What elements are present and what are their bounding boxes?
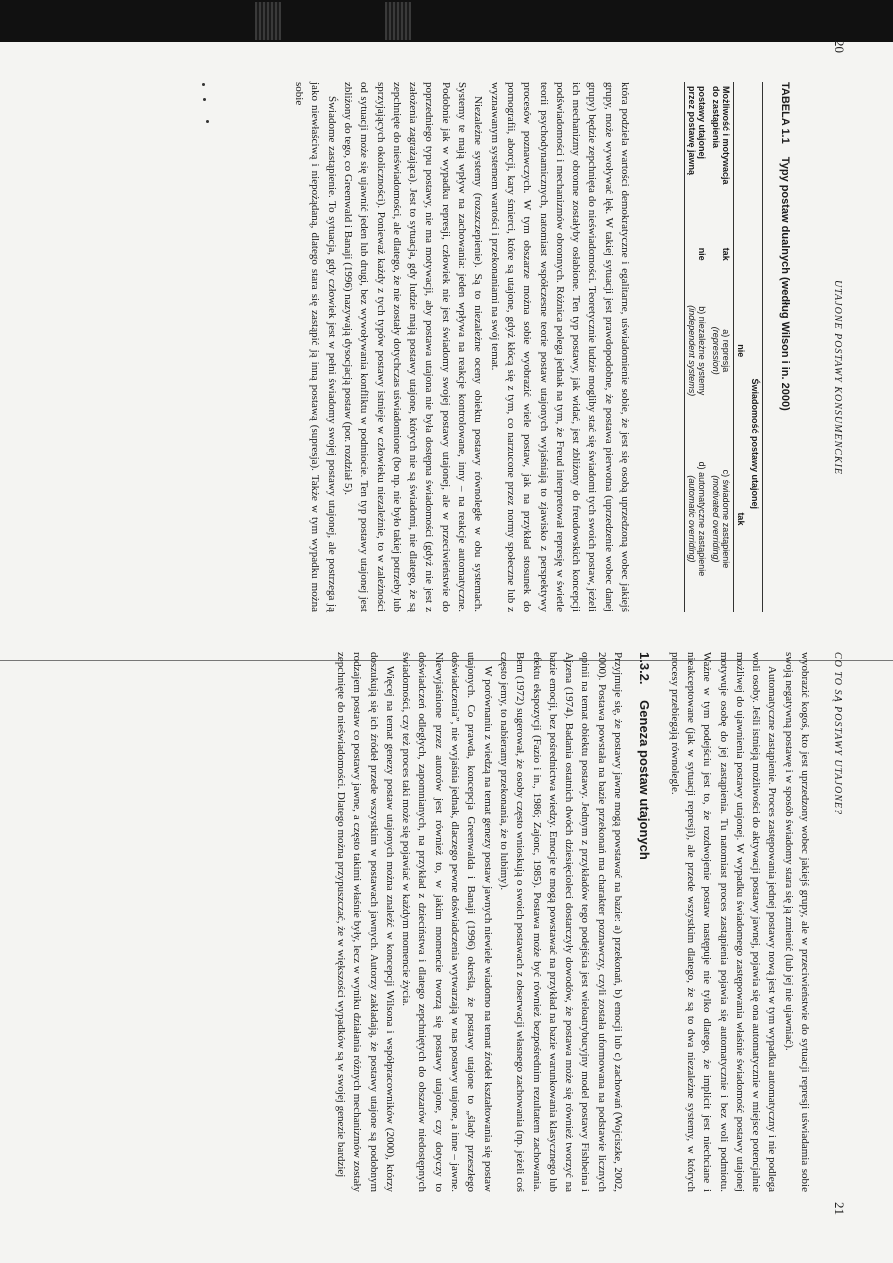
section-title: Geneza postaw utajonych — [637, 700, 653, 860]
section-number: 1.3.2. — [637, 652, 653, 685]
page-number: 21 — [832, 1202, 847, 1215]
table-number: TABELA 1.1 — [779, 82, 791, 144]
paragraph: Świadome zastąpienie. To sytuacja, gdy człowiek jest w pełni świadomy swojej postawy utajonej, ale postrzega ją jako niewłaściwą i niepożądaną, dlatego stara się zastąpić ją inną postawą (supresja). Także w tym wypadku można sobie — [293, 82, 338, 612]
table-cell-repression: a) represja (repression) — [711, 326, 731, 375]
table-cell-motivated-overriding: c) świadome zastąpienie (motivated overriding) — [711, 469, 731, 569]
table-title: Typy postaw dualnych (według Wilson i in. 2000) — [779, 156, 791, 411]
page-number: 20 — [832, 40, 847, 53]
row-header-no: nie — [685, 244, 710, 276]
table-caption — [779, 82, 791, 612]
table-cell-automatic-overriding: d) automatyczne zastąpienie (automatic overriding) — [685, 426, 710, 612]
row-group-header: Możliwość i motywacja do zastąpienia — [711, 86, 731, 185]
paragraph: Automatyczne zastąpienie. Proces zastępowania jednej postawy nową jest w tym wypadku automatyczny i nie podlega woli osoby. Jeśli istnieją możliwości do aktywacji postawy jawnej, pojawia się ona automatycznie w miejsce potencjalnie możliwej do ujawnienia postawy utajonej. W wypadku świadomego zastępowania właśnie świadomość postawy utajonej motywuje osobę do jej zastąpienia. Tu natomiast proces zastąpienia pojawia się automatycznie i bez woli podmiotu. Ważne w tym podejściu jest to, że rozdwojenie postaw następuje nie tylko dlatego, że implicit jest niechciane i nieakceptowane (jak w sytuacji represji), ale przede wszystkim dlatego, że są to dwa niezależne systemy, w których procesy przebiegają równolegle. — [668, 652, 779, 1192]
column-header-no: nie — [734, 276, 749, 426]
column-group-header: Świadomość postawy utajonej — [748, 276, 763, 612]
table-cell-independent-systems: b) niezależne systemy (independent systems) — [685, 276, 710, 426]
paragraph: Więcej na temat genezy postaw utajonych można znaleźć w koncepcji Wilsona i współpracowników (2000), którzy doszukują się ich źródeł przede wszystkim w postawach jawnych. Autorzy zakładają, że postawy utajone są podobnym rodzajem postaw co postawy jawne, a często takimi właśnie były, lecz w wyniku działania różnych mechanizmów zostały zepchnięte do nieświadomości. Dlatego można przypuszczać, że w większości wypadków są w swojej genezie bardziej — [334, 652, 396, 1192]
section-heading — [636, 652, 652, 1192]
row-header-yes: tak — [721, 247, 731, 261]
paragraph: wyobrazić kogoś, kto jest uprzedzony wobec jakiejś grupy, ale w przeciwieństwie do sytuacji represji uświadamia sobie swoją negatywną postawę i w sposób świadomy stara się ją zmienić (lub jej nie ujawniać). — [782, 652, 811, 1192]
body-text — [333, 652, 813, 1192]
running-header: CO TO SĄ POSTAWY UTAJONE? — [832, 652, 843, 815]
body-text — [291, 82, 633, 612]
page-20 — [0, 0, 893, 631]
paragraph: Niezależne systemy (rozszczepienie). Są to niezależne oceny obiektu postawy równoległe w obu systemach. Systemy te mają wpływ na zachowania: jeden wpływa na reakcje kontrolowane, inny – na reakcje automatyczne. Podobnie jak w wypadku represji, człowiek nie jest świadomy swojej postawy utajonej, ale w przeciwieństwie do poprzedniego typu postawy, nie ma motywacji, aby postawa utajona nie była dostępna świadomości (gdyż nie jest z założenia zagrażająca). Jest to sytuacja, gdy ludzie mają postawy utajone, których nie są świadomi, nie dlatego, że są zepchnięte do nieświadomości, ale dlatego, że nie zostały dotychczas uświadomione (bo np. nie było takiej potrzeby lub sprzyjających okoliczności). Ponieważ każdy z tych typów postawy istnieje w człowieku niezależnie, to w zależności od sytuacji może się ujawnić jeden lub drugi, bez wywoływania konfliktu w podmiocie. Ten typ postawy utajonej jest zbliżony do tego, co Greenwald i Banaji (1996) nazywają dysocjacją postaw (por. rozdział 5). — [341, 82, 485, 612]
paragraph: która podziela wartości demokratyczne i egalitarne, uświadomienie sobie, że jest się osobą uprzedzoną wobec jakiejś grupy, może wywoływać lęk. W takiej sytuacji jest prawdopodobne, że postawa pierwotna (uprzedzenie wobec danej grupy) będzie zepchnięta do nieświadomości. Teoretycznie ludzie mogliby stać się świadomi tych swoich postaw, jeżeli ich mechanizmy obronne zostałyby osłabione. Ten typ postawy, jak widać, jest zbliżony do freudowskich koncepcji podświadomości i mechanizmów obronnych. Różnica polega jednak na tym, że Freud interpretował represję w świetle teorii psychodynamicznych, natomiast współczesne teorie postaw utajonych wyjaśniają to zjawisko z perspektywy procesów poznawczych. W tym obszarze można sobie wyobrazić wiele postaw, jak na przykład stosunek do pornografii, aborcji, kary śmierci, które są utajone, gdyż kłócą się z tym, co narzucone przez normy społeczne lub z wyznawanym systemem wartości i przekonaniami na swój temat. — [488, 82, 631, 612]
running-header: UTAJONE POSTAWY KONSUMENCKIE — [832, 280, 843, 476]
page-21 — [0, 632, 893, 1263]
paragraph: W porównaniu z wiedzą na temat genezy postaw jawnych niewiele wiadomo na temat źródeł kształtowania się postaw utajonych. Co prawda, koncepcja Greenwalda i Banaji (1996) określa, że postawy utajone to „ślady przeszłego doświadczenia”, nie wyjaśnia jednak, dlaczego pewne doświadczenia wytwarzają w nas postawy utajone, a inne – jawne. Niewyjaśnione przez autorów jest również to, w jakim momencie tworzą się postawy utajone, czy dotyczy to doświadczeń odległych, zapomnianych, na przykład z dzieciństwa i dlatego zepchniętych do obszarów niedostępnych świadomości, czy też proces taki może się pojawiać w każdym momencie życia. — [400, 652, 494, 1192]
paragraph: Przyjmuje się, że postawy jawne mogą powstawać na bazie: a) przekonań, b) emocji lub c) zachowań (Wojciszke, 2002, 2000). Postawa powstała na bazie przekonań ma charakter poznawczy, czyli została uformowana na podstawie licznych opinii na temat obiektu postawy. Jednym z przykładów tego podejścia jest wieloatrybucyjny model postawy Fishbeina i Ajzena (1974). Badania ostatnich dwóch dziesięcioleci dostarczyły dowodów, że postawa może się również tworzyć na bazie emocji, bez pośrednictwa wiedzy. Emocje te mogą powstawać na przykład na bazie warunkowania klasycznego lub efektu ekspozycji (Fazio i in., 1986; Zajonc, 1985). Postawa może być również bezpośrednim rezultatem zachowania. Bem (1972) sugerował, że osoby często wnioskują o swoich postawach z obserwacji własnego zachowania (np. jeżeli coś często jemy, to nabieramy przekonania, że to lubimy). — [497, 652, 625, 1192]
dual-attitudes-table: Świadomość postawy utajonej nie tak Możliwość i motywacja do zastąpienia tak a) represja (repression) c) świadome zastąpienie (motivated overriding) postawy utajonej przez postawę jawną nie b) niezależne systemy (independent systems) d) automatyczne zastąpienie (automatic overriding) — [684, 82, 763, 612]
column-header-yes: tak — [734, 426, 749, 612]
